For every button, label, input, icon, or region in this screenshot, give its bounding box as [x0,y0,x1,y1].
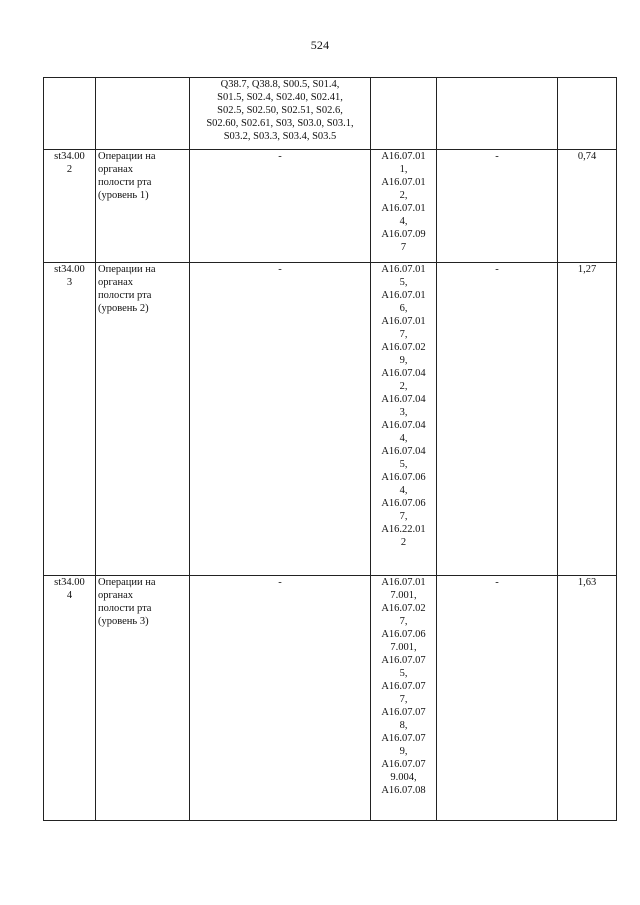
extra-criteria-cell [437,78,558,150]
services-cell: A16.07.01 5, A16.07.01 6, A16.07.01 7, A16.07.02 9, A16.07.04 2, A16.07.04 3, A16.07.04 4, A16.07.04 5, A16.07.06 4, A16.07.06 7, A16.22.01 2 [371,263,437,576]
services-cell [371,78,437,150]
table-row [44,150,617,263]
code-cell [44,78,96,150]
code-cell: st34.00 4 [44,576,96,821]
page-number: 524 [310,38,330,52]
name-cell [96,78,190,150]
extra-criteria-cell: - [437,263,558,576]
table-row [44,263,617,576]
diagnoses-cell: - [190,150,371,263]
diagnoses-cell: - [190,576,371,821]
code-cell: st34.00 2 [44,150,96,263]
diagnoses-cell: Q38.7, Q38.8, S00.5, S01.4, S01.5, S02.4, S02.40, S02.41, S02.5, S02.50, S02.51, S02.6, S02.60, S02.61, S03, S03.0, S03.1, S03.2, S03.3, S03.4, S03.5 [190,78,371,150]
coefficient-cell: 0,74 [558,150,617,263]
code-cell: st34.00 3 [44,263,96,576]
name-cell: Операции на органах полости рта (уровень 2) [96,263,190,576]
diagnoses-cell: - [190,263,371,576]
services-cell: A16.07.01 7.001, A16.07.02 7, A16.07.06 7.001, A16.07.07 5, A16.07.07 7, A16.07.07 8, A16.07.07 9, A16.07.07 9.004, A16.07.08 [371,576,437,821]
coefficient-cell [558,78,617,150]
coefficient-cell: 1,27 [558,263,617,576]
name-cell: Операции на органах полости рта (уровень 1) [96,150,190,263]
services-cell: A16.07.01 1, A16.07.01 2, A16.07.01 4, A16.07.09 7 [371,150,437,263]
extra-criteria-cell: - [437,150,558,263]
table-row [44,78,617,150]
coefficient-cell: 1,63 [558,576,617,821]
extra-criteria-cell: - [437,576,558,821]
table-row [44,576,617,821]
tariff-table [43,77,617,821]
name-cell: Операции на органах полости рта (уровень 3) [96,576,190,821]
